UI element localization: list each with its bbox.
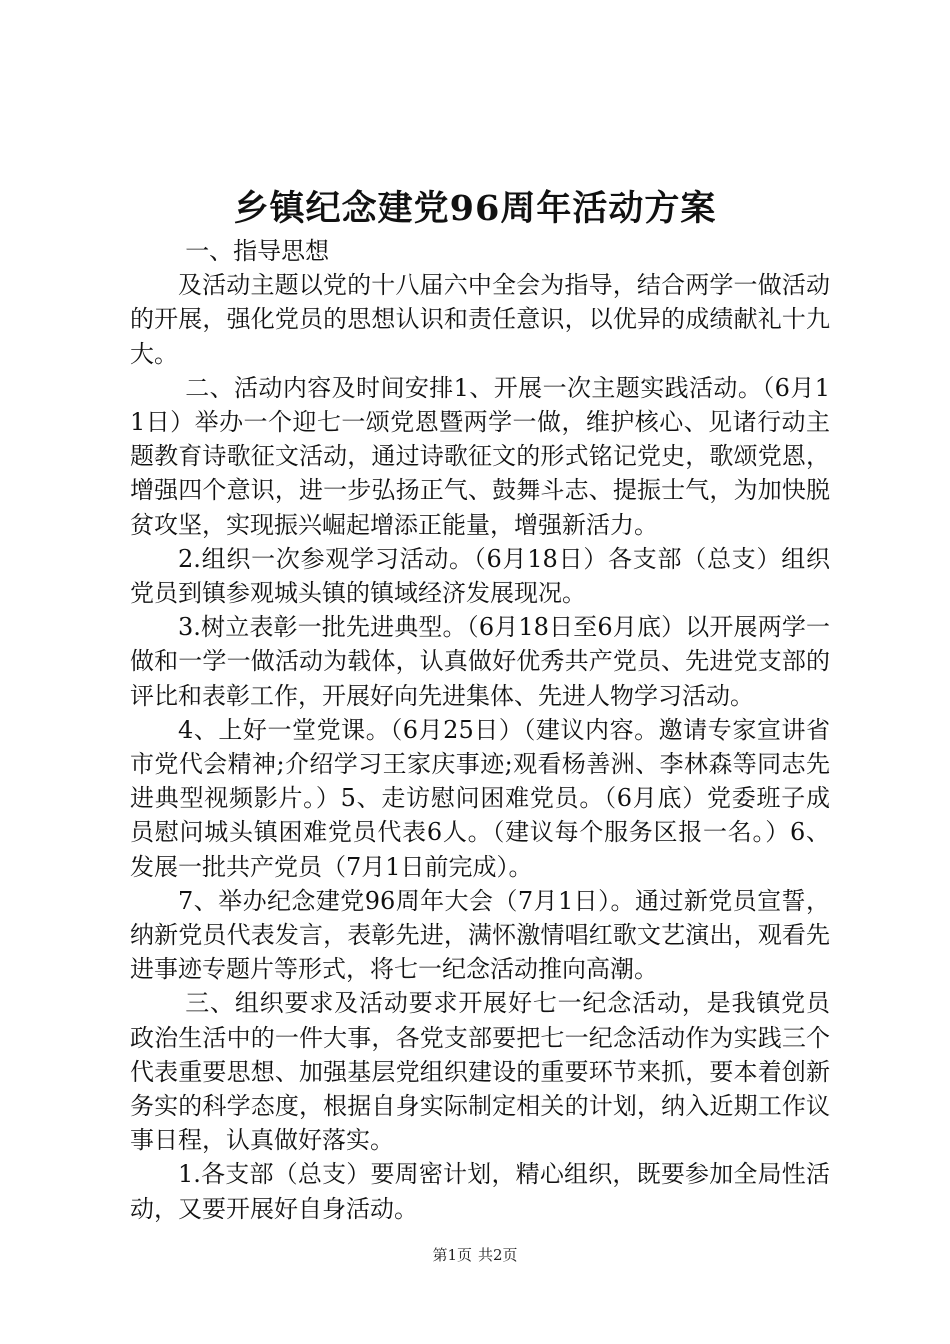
- page-footer: [0, 1244, 950, 1266]
- document-body: [130, 234, 830, 1226]
- paragraph-visit-study: 2.组织一次参观学习活动。（6月18日）各支部（总支）组织党员到镇参观城头镇的镇域经济发展现况。: [130, 544, 830, 608]
- paragraph-organization-requirements: 三、组织要求及活动要求开展好七一纪念活动，是我镇党员政治生活中的一件大事，各党支部要把七一纪念活动作为实践三个代表重要思想、加强基层党组织建设的重要环节来抓，要本着创新务实的科学态度，根据自身实际制定相关的计划，纳入近期工作议事日程，认真做好落实。: [130, 989, 830, 1155]
- page-number: 第1页: [432, 1246, 472, 1264]
- paragraph-activity-content: 二、活动内容及时间安排1、开展一次主题实践活动。（6月11日）举办一个迎七一颂党恩暨两学一做，维护核心、见诸行动主题教育诗歌征文活动，通过诗歌征文的形式铭记党史，歌颂党恩，增强四个意识，进一步弘扬正气、鼓舞斗志、提振士气，为加快脱贫攻坚，实现振兴崛起增添正能量，增强新活力。: [130, 373, 830, 539]
- paragraph-anniversary-meeting: 7、举办纪念建党96周年大会（7月1日）。通过新党员宣誓，纳新党员代表发言，表彰先进，满怀激情唱红歌文艺演出，观看先进事迹专题片等形式，将七一纪念活动推向高潮。: [130, 886, 830, 984]
- document-title: 乡镇纪念建党96周年活动方案: [233, 188, 717, 229]
- paragraph-party-lecture: 4、上好一堂党课。（6月25日）（建议内容。邀请专家宣讲省市党代会精神;介绍学习王家庆事迹;观看杨善洲、李林森等同志先进典型视频影片。）5、走访慰问困难党员。（6月底）党委班子成员慰问城头镇困难党员代表6人。（建议每个服务区报一名。）6、发展一批共产党员（7月1日前完成）。: [130, 715, 830, 881]
- paragraph-theme: 及活动主题以党的十八届六中全会为指导，结合两学一做活动的开展，强化党员的思想认识和责任意识，以优异的成绩献礼十九大。: [130, 271, 830, 368]
- paragraph-branch-planning: 1.各支部（总支）要周密计划，精心组织，既要参加全局性活动，又要开展好自身活动。: [130, 1160, 830, 1223]
- section-heading-guiding-ideology: 一、指导思想: [185, 237, 330, 265]
- page-total: 共2页: [478, 1246, 518, 1264]
- paragraph-commendation: 3.树立表彰一批先进典型。（6月18日至6月底）以开展两学一做和一学一做活动为载体，认真做好优秀共产党员、先进党支部的评比和表彰工作，开展好向先进集体、先进人物学习活动。: [130, 613, 830, 710]
